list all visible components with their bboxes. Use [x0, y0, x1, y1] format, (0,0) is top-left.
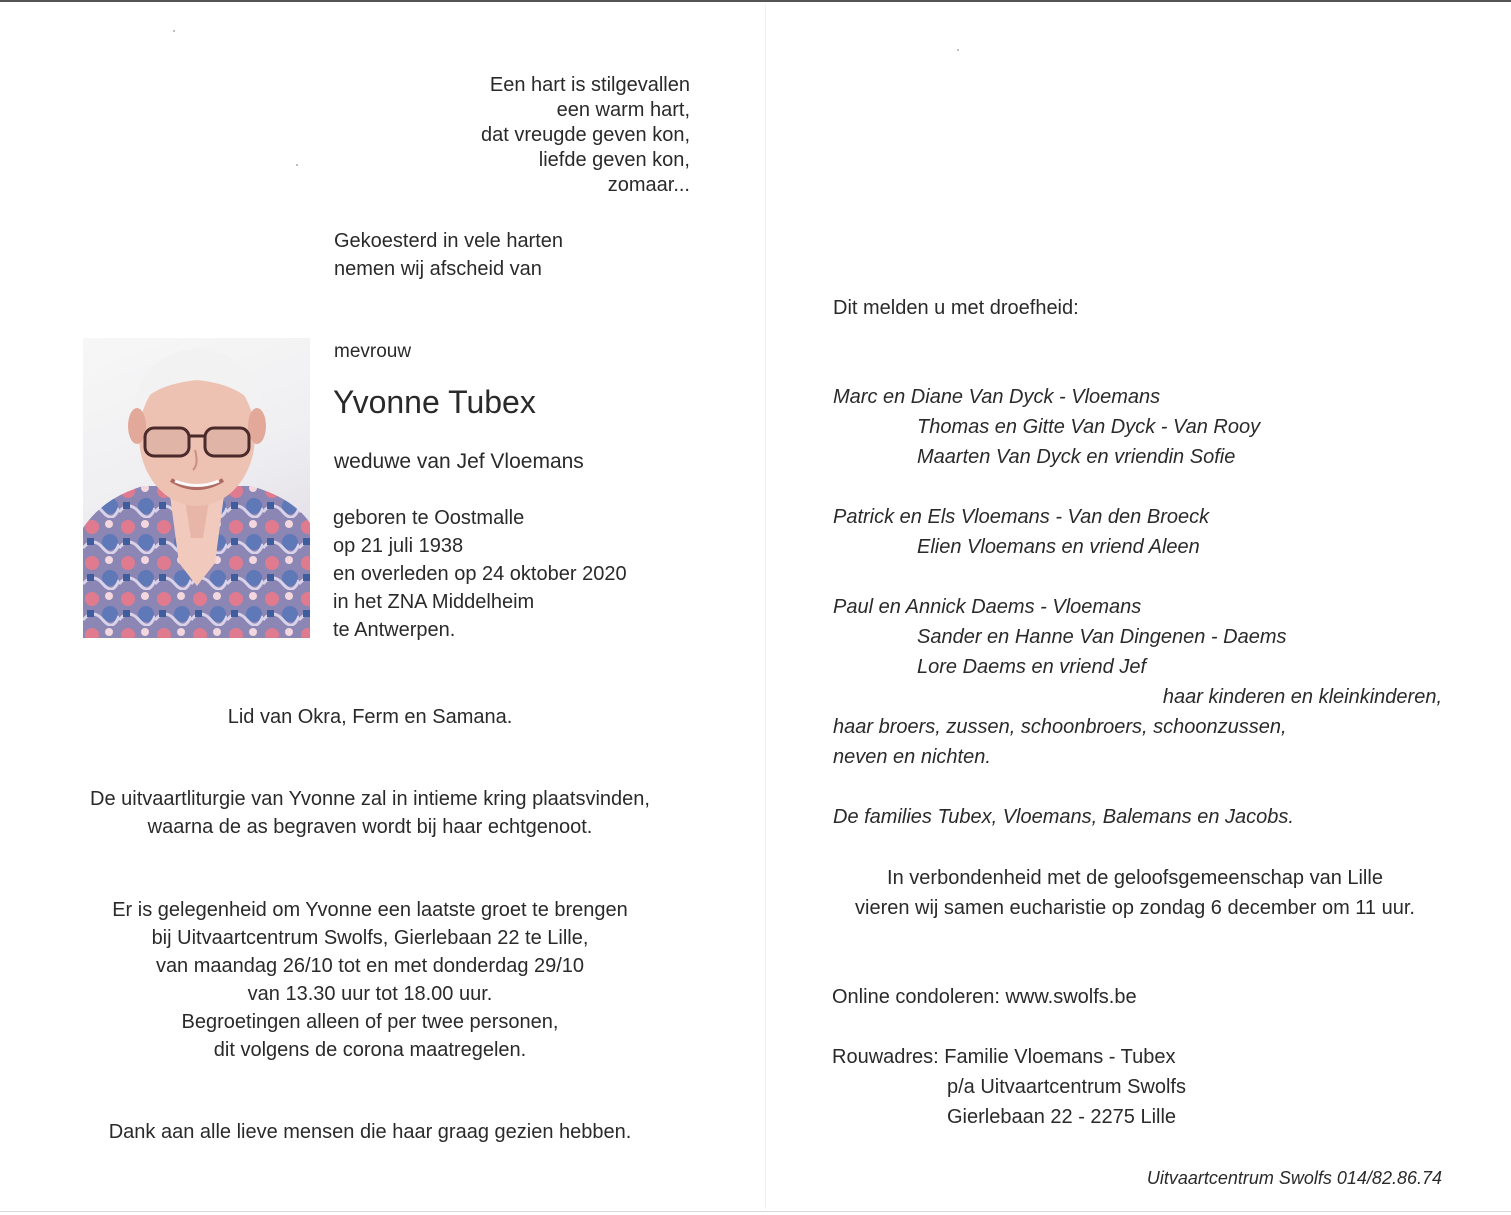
- poem: [400, 73, 690, 198]
- poem-line: zomaar...: [607, 174, 690, 196]
- detail-line: op 21 juli 1938: [333, 535, 464, 557]
- grandchild: Thomas en Gitte Van Dyck - Van Rooy: [917, 416, 1261, 438]
- address-line: Rouwadres: Familie Vloemans - Tubex: [832, 1046, 1176, 1068]
- detail-line: en overleden op 24 oktober 2020: [333, 563, 627, 585]
- liturgy-line: De uitvaartliturgie van Yvonne zal in intieme kring plaatsvinden,: [90, 788, 650, 810]
- announcement: Dit melden u met droefheid:: [833, 297, 1079, 319]
- family-head: Marc en Diane Van Dyck - Vloemans: [833, 386, 1161, 408]
- relatives-line: haar broers, zussen, schoonbroers, schoonzussen,: [833, 716, 1287, 738]
- visitation: [70, 896, 670, 1064]
- grandchild: Elien Vloemans en vriend Aleen: [917, 536, 1200, 558]
- grandchild: Lore Daems en vriend Jef: [917, 656, 1147, 678]
- portrait-photo: [83, 338, 310, 638]
- family-head: Paul en Annick Daems - Vloemans: [833, 596, 1142, 618]
- deceased-name: Yvonne Tubex: [333, 384, 536, 420]
- family-head: Patrick en Els Vloemans - Van den Broeck: [833, 506, 1210, 528]
- detail-line: geboren te Oostmalle: [333, 507, 525, 529]
- visitation-line: dit volgens de corona maatregelen.: [213, 1039, 527, 1061]
- footer-contact: Uitvaartcentrum Swolfs 014/82.86.74: [1146, 1168, 1442, 1188]
- visitation-line: van 13.30 uur tot 18.00 uur.: [247, 983, 493, 1005]
- mass-notice: [835, 863, 1435, 923]
- poem-line: Een hart is stilgevallen: [489, 74, 690, 96]
- thanks: Dank aan alle lieve mensen die haar graag gezien hebben.: [108, 1121, 632, 1143]
- mass-line: In verbondenheid met de geloofsgemeenschap van Lille: [887, 867, 1383, 889]
- grandchild: Sander en Hanne Van Dingenen - Daems: [917, 626, 1287, 648]
- grandchild: Maarten Van Dyck en vriendin Sofie: [917, 446, 1236, 468]
- poem-line: een warm hart,: [556, 99, 690, 121]
- membership: Lid van Okra, Ferm en Samana.: [227, 706, 513, 728]
- scan-speck: [173, 30, 175, 32]
- visitation-line: van maandag 26/10 tot en met donderdag 29/10: [155, 955, 585, 977]
- mass-line: vieren wij samen eucharistie op zondag 6 december om 11 uur.: [855, 897, 1415, 919]
- intro-line: Gekoesterd in vele harten: [334, 230, 564, 252]
- visitation-line: bij Uitvaartcentrum Swolfs, Gierlebaan 22 te Lille,: [151, 927, 589, 949]
- spouse-line: weduwe van Jef Vloemans: [334, 450, 584, 473]
- liturgy-line: waarna de as begraven wordt bij haar echtgenoot.: [147, 816, 593, 838]
- detail-line: te Antwerpen.: [333, 619, 456, 641]
- honorific: mevrouw: [334, 341, 412, 362]
- families-line: De families Tubex, Vloemans, Balemans en Jacobs.: [833, 806, 1294, 828]
- center-fold: [765, 4, 766, 1209]
- scan-speck: [296, 164, 298, 166]
- children-label: haar kinderen en kleinkinderen,: [1162, 686, 1442, 708]
- bottom-border: [0, 1211, 1511, 1212]
- liturgy: [70, 785, 670, 841]
- relatives-line: neven en nichten.: [833, 746, 991, 768]
- intro-line: nemen wij afscheid van: [334, 258, 542, 280]
- online-condolences: Online condoleren: www.swolfs.be: [832, 986, 1137, 1008]
- visitation-line: Begroetingen alleen of per twee personen,: [181, 1011, 559, 1033]
- top-border: [0, 0, 1511, 2]
- life-details: [333, 504, 627, 644]
- scan-speck: [957, 49, 959, 51]
- address-line: Gierlebaan 22 - 2275 Lille: [947, 1106, 1177, 1128]
- address-line: p/a Uitvaartcentrum Swolfs: [947, 1076, 1186, 1098]
- visitation-line: Er is gelegenheid om Yvonne een laatste groet te brengen: [112, 899, 628, 921]
- detail-line: in het ZNA Middelheim: [333, 591, 535, 613]
- poem-line: dat vreugde geven kon,: [480, 124, 690, 146]
- intro: [334, 227, 563, 283]
- poem-line: liefde geven kon,: [538, 149, 690, 171]
